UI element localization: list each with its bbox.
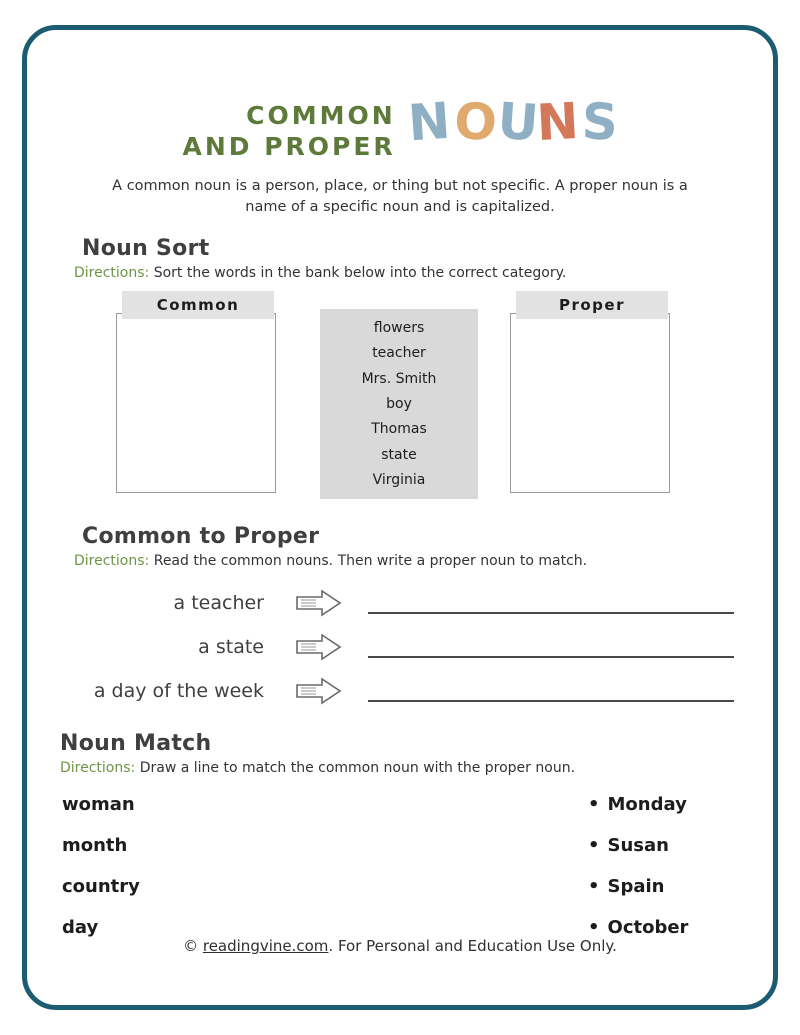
common-to-proper-directions: [74, 553, 740, 569]
title-line-1: COMMON: [246, 101, 396, 130]
title-letter-n2: N: [534, 91, 581, 153]
match-proper-noun[interactable]: [390, 835, 740, 856]
section-noun-match: [60, 731, 740, 948]
footer: [60, 937, 740, 955]
section-common-to-proper: [60, 524, 740, 713]
common-to-proper-row: [60, 625, 740, 669]
common-noun-label: a teacher: [173, 592, 264, 615]
answer-line[interactable]: [368, 680, 734, 702]
word-bank: [320, 309, 478, 499]
common-noun-label: a day of the week: [93, 680, 264, 703]
match-proper-noun[interactable]: [390, 917, 740, 938]
word-bank-item: flowers: [373, 319, 425, 336]
common-noun-label: a state: [198, 636, 264, 659]
title-letter-n1: N: [405, 91, 453, 153]
title-nouns: [405, 91, 620, 153]
match-row: [60, 825, 740, 866]
answer-line[interactable]: [368, 592, 734, 614]
match-proper-noun[interactable]: [390, 794, 740, 815]
match-proper-noun-label: Monday: [607, 794, 687, 816]
directions-text: Sort the words in the bank below into the correct category.: [149, 265, 567, 282]
arrow-right-icon: [290, 676, 348, 706]
noun-match-heading: Noun Match: [60, 731, 212, 757]
word-bank-item: Virginia: [372, 472, 426, 489]
match-proper-noun[interactable]: [390, 876, 740, 897]
word-bank-item: Mrs. Smith: [361, 370, 437, 387]
sort-area: [60, 291, 740, 506]
footer-copyright: ©: [183, 937, 203, 955]
match-common-noun[interactable]: day: [62, 917, 99, 939]
word-bank-item: state: [381, 446, 417, 463]
match-row: [60, 784, 740, 825]
common-to-proper-heading: Common to Proper: [82, 524, 320, 550]
noun-sort-directions: [74, 265, 740, 281]
proper-answer-box[interactable]: [510, 313, 670, 493]
common-column-header: Common: [122, 291, 274, 319]
common-answer-box[interactable]: [116, 313, 276, 493]
match-proper-noun-label: October: [607, 917, 689, 939]
common-to-proper-rows: [60, 581, 740, 713]
title-letter-o: O: [452, 91, 499, 153]
word-bank-item: teacher: [372, 345, 426, 362]
match-row: [60, 866, 740, 907]
bullet-icon: •: [588, 917, 600, 939]
match-proper-noun-label: Spain: [607, 876, 665, 898]
worksheet-content: [60, 75, 740, 965]
title-block: [60, 75, 740, 218]
bullet-icon: •: [588, 794, 600, 816]
title-letter-s: S: [580, 92, 620, 152]
match-proper-noun-label: Susan: [607, 835, 669, 857]
title-common-proper: [182, 97, 395, 162]
intro-text: A common noun is a person, place, or thing but not specific. A proper noun is a name of a specific noun and is capitalized.: [112, 178, 688, 216]
arrow-right-icon: [290, 588, 348, 618]
common-to-proper-row: [60, 581, 740, 625]
directions-text: Draw a line to match the common noun with the proper noun.: [135, 760, 576, 777]
noun-match-directions: [60, 760, 740, 776]
proper-column-header: Proper: [516, 291, 668, 319]
word-bank-item: boy: [386, 396, 412, 412]
footer-site-link[interactable]: readingvine.com: [202, 937, 329, 955]
title-line-2: AND PROPER: [182, 131, 396, 161]
directions-label: Directions:: [60, 760, 136, 777]
noun-match-rows: [60, 784, 740, 948]
noun-sort-heading: Noun Sort: [82, 236, 210, 262]
directions-label: Directions:: [74, 553, 150, 570]
bullet-icon: •: [588, 835, 600, 857]
common-to-proper-row: [60, 669, 740, 713]
answer-line[interactable]: [368, 636, 734, 658]
bullet-icon: •: [588, 876, 600, 898]
match-common-noun[interactable]: country: [62, 876, 140, 898]
title-letter-u: U: [495, 91, 542, 153]
title-row: [60, 91, 740, 162]
directions-label: Directions:: [74, 265, 150, 282]
match-common-noun[interactable]: month: [62, 835, 128, 857]
arrow-right-icon: [290, 632, 348, 662]
directions-text: Read the common nouns. Then write a proper noun to match.: [149, 553, 588, 570]
word-bank-item: Thomas: [371, 421, 427, 438]
footer-rest: . For Personal and Education Use Only.: [328, 937, 617, 955]
match-common-noun[interactable]: woman: [62, 794, 135, 816]
section-noun-sort: [60, 236, 740, 506]
